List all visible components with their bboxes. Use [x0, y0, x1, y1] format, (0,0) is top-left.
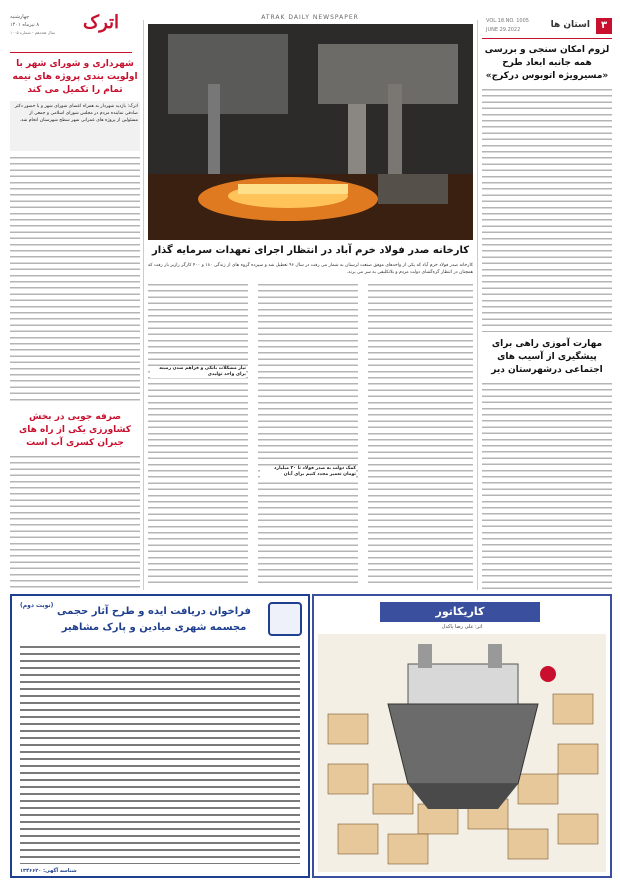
center-body-col-1 — [148, 282, 248, 588]
center-body-col-3 — [368, 282, 473, 588]
main-lead: کارخانه صدر فولاد خرم آباد که یکی از واحدهای موفق صنعت لرستان به شمار می رفت در سال ۹۶ تعطیل شد و سیزده گروه های از زندگی ۱۸۰ و ۴۰۰ کارگر رازیر بار رفت که همچنان در انتظار گره‌گشای دولت مردم و بلاتکلیفی به سر می برند. — [148, 263, 473, 275]
issue-line: سال هجدهم - شماره ۱۰۰۵ — [10, 30, 56, 35]
left-headline-1: شهرداری و شورای شهر با اولویت بندی پروژه های نیمه تمام را تکمیل می کند — [12, 59, 138, 95]
cartoon-box — [312, 594, 612, 878]
left-col-divider — [143, 20, 144, 590]
logo: اترک — [82, 12, 120, 33]
ad-body — [20, 644, 300, 864]
left-lead-1: اترک: بازدید شهردار به همراه اعضای شورای شهر و با حضور دکتر صادقی نماینده مردم در مجلس شورای اسلامی و جمعی از مسئولین از پروژه های عمرانی شهر سطح شهرستان انجام شد. — [10, 101, 140, 151]
right-headline-1: لزوم امکان سنجی و بررسی همه جانبه ابعاد طرح «مسیرویژه اتوبوس درکرج» — [484, 45, 610, 81]
daily-name: ATRAK DAILY NEWSPAPER — [261, 14, 359, 21]
ad-emblem — [268, 602, 302, 636]
section-title: استان ها — [550, 20, 590, 30]
right-col-divider — [477, 20, 478, 590]
masthead-rule — [482, 38, 612, 39]
center-subhead-2: کمک دولت به صدر فولاد تا ۳۰ میلیارد تومان تعمیر مجدد کنیم برای آبان — [260, 466, 356, 478]
steel-mill-illustration — [148, 24, 473, 240]
left-body-1 — [10, 155, 140, 405]
left-headline-2: صرفه جویی در بخش کشاورزی یکی از راه های جبران کسری آب است — [19, 412, 131, 448]
ad-id: شناسه آگهی: ۱۳۴۶۶۲۰ — [20, 868, 77, 874]
ad-tag: (نوبت دوم) — [20, 602, 54, 609]
date-en: JUNE 29.2022 — [486, 27, 521, 33]
left-column — [10, 58, 140, 590]
cartoon-title-bar: کاریکاتور — [380, 602, 540, 622]
logo-rule — [10, 52, 132, 53]
ad-headline-1: فراخوان دریافت ایده و طرح آثار حجمی — [57, 606, 251, 617]
right-column — [482, 44, 612, 590]
right-headline-2: مهارت آموزی راهی برای پیشگیری از آسیب های اجتماعی درشهرستان دیر — [491, 339, 603, 375]
masthead-section — [480, 0, 620, 40]
logo-block — [10, 12, 132, 54]
right-body-2 — [482, 381, 612, 590]
cartoon-author: اثر: علی رضا پاکدل — [441, 624, 483, 630]
main-photo — [148, 24, 473, 240]
ad-box — [10, 594, 310, 878]
main-headline: کارخانه صدر فولاد خرم آباد در انتظار اجرای تعهدات سرمایه گذار — [151, 245, 470, 256]
center-subhead-1: نیاز مشکلات بانکی و فراهم شدن زمینه برای واحد تولیدی — [150, 366, 246, 378]
date-fa-2: ۸ تیرماه ۱۴۰۱ — [10, 22, 40, 28]
vol-line: VOL.18.NO. 1005 — [486, 18, 529, 24]
ad-headline-2: مجسمه شهری میادین و پارک مشاهیر — [61, 622, 247, 633]
left-body-2 — [10, 454, 140, 590]
right-body-1 — [482, 87, 612, 332]
date-fa: چهارشنبه — [10, 14, 30, 20]
center-body-col-2 — [258, 282, 358, 588]
cartoon-drawing — [318, 634, 606, 872]
page-number-box: ۳ — [596, 18, 612, 34]
